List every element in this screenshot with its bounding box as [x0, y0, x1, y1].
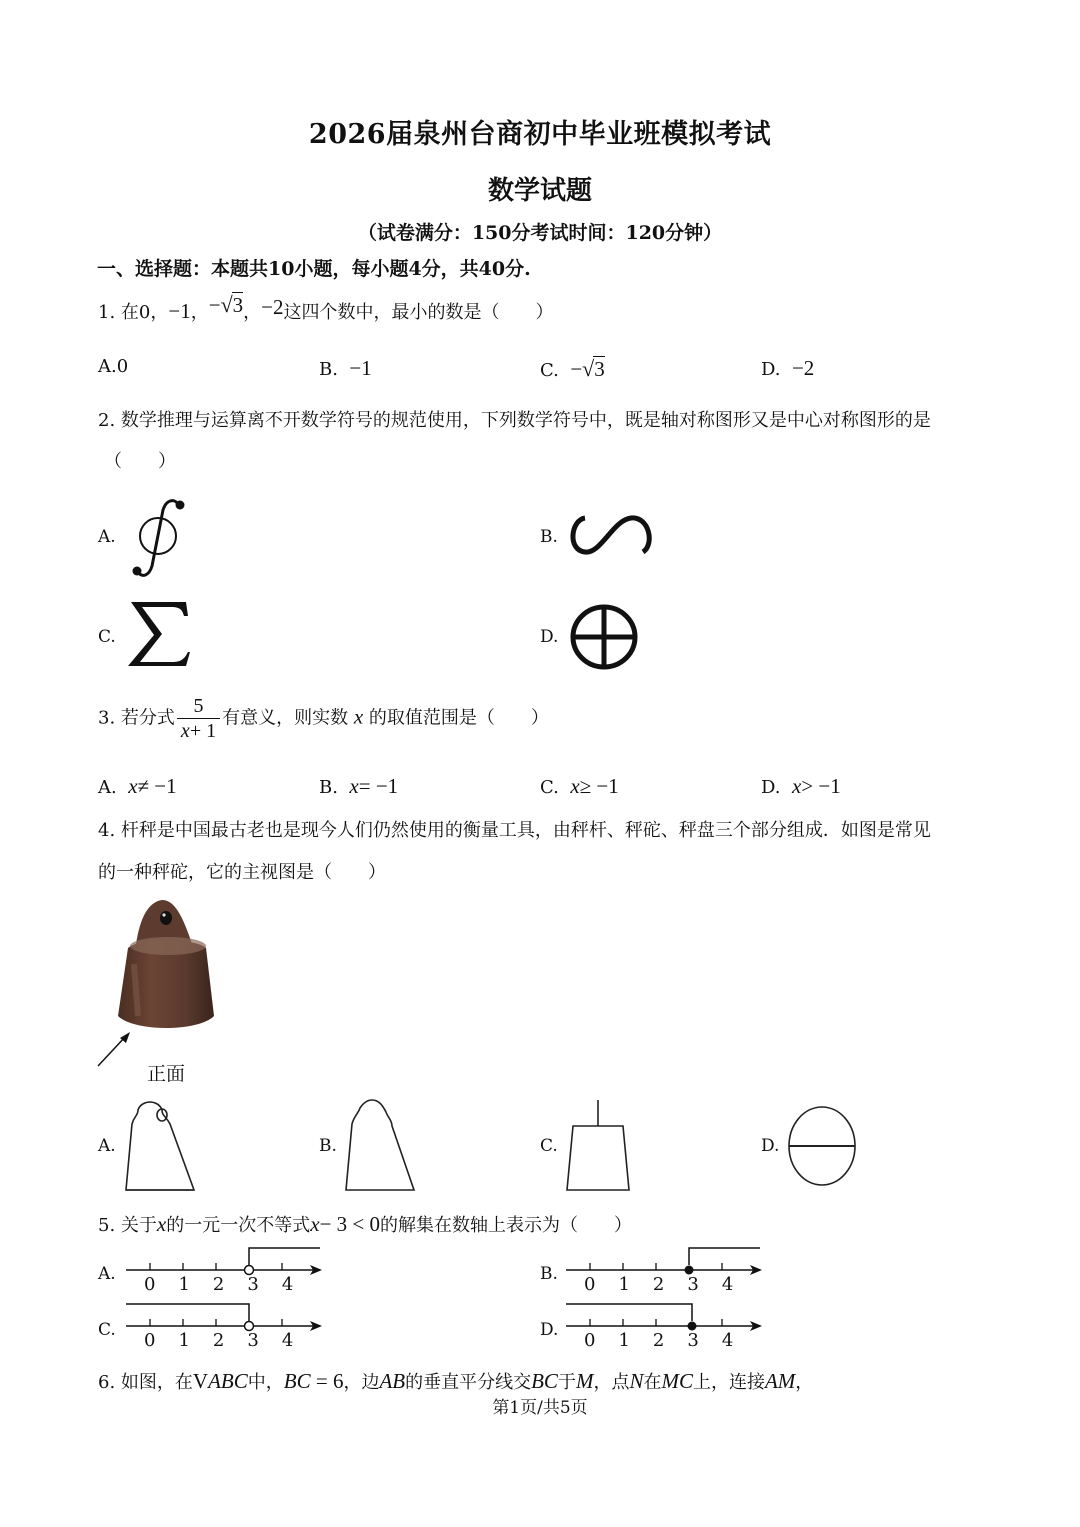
question-1-stem: 1. 在0，−1，−√3，−2这四个数中，最小的数是（ ） [98, 292, 554, 323]
q1-option-a[interactable]: A.0 [98, 356, 129, 377]
number-line-d-ticks: 0 1 2 3 4 [584, 1330, 734, 1351]
question-2-paren: （ ） [104, 451, 176, 472]
number-line-c-ticks: 0 1 2 3 4 [144, 1330, 294, 1351]
bell-with-hole-shape[interactable] [124, 1100, 198, 1192]
exam-title: 2026届泉州台商初中毕业班模拟考试 [308, 119, 772, 150]
q3-option-b[interactable]: B. x= −1 [319, 774, 399, 798]
question-2-stem: 2. 数学推理与运算离不开数学符号的规范使用，下列数学符号中，既是轴对称图形又是中心对称图形的是 [98, 410, 931, 431]
q2-option-c-label[interactable]: C. [98, 627, 116, 647]
q2-option-a-label[interactable]: A. [98, 527, 116, 547]
arrow-icon [96, 1030, 136, 1070]
contour-integral-icon[interactable] [130, 496, 192, 580]
number-line-a-ticks: 0 1 2 3 4 [144, 1274, 294, 1295]
question-5-stem: 5. 关于x的一元一次不等式x− 3 < 0的解集在数轴上表示为（ ） [98, 1212, 633, 1236]
steelyard-weight-photo [118, 898, 216, 1034]
ellipse-with-diameter-shape[interactable] [786, 1105, 858, 1189]
q3-option-d[interactable]: D. x> −1 [761, 774, 841, 798]
exam-subject: 数学试题 [487, 176, 592, 206]
question-4-stem-line2: 的一种秤砣，它的主视图是（ ） [98, 862, 386, 883]
circle-cross-icon[interactable] [570, 603, 640, 671]
q2-option-d-label[interactable]: D. [540, 627, 559, 647]
photo-caption: 正面 [147, 1063, 186, 1085]
q3-option-a[interactable]: A. x≠ −1 [98, 774, 177, 798]
sqrt-term: −√3 [208, 292, 244, 317]
bell-shape[interactable] [344, 1100, 418, 1192]
q5-option-c-label[interactable]: C. [98, 1320, 116, 1340]
question-3-stem: 3. 若分式 $\frac{5}{x+ 1}$ 有意义，则实数 x 的取值范围是（ ） [98, 695, 549, 742]
s-curve-icon[interactable] [569, 514, 653, 558]
q4-option-d-label[interactable]: D. [761, 1136, 780, 1156]
q5-option-a-label[interactable]: A. [98, 1264, 116, 1284]
q5-option-b-label[interactable]: B. [540, 1264, 558, 1284]
q3-option-c[interactable]: C. x≥ −1 [540, 774, 619, 798]
q2-option-b-label[interactable]: B. [540, 527, 558, 547]
page-number: 第1页/共5页 [492, 1398, 588, 1418]
fraction: $\frac{5}{x+ 1}$ [177, 694, 220, 743]
q4-option-c-label[interactable]: C. [540, 1136, 558, 1156]
q4-option-a-label[interactable]: A. [98, 1136, 116, 1156]
q4-option-b-label[interactable]: B. [319, 1136, 337, 1156]
question-4-stem: 4. 杆秤是中国最古老也是现今人们仍然使用的衡量工具，由秤杆、秤砣、秤盘三个部分组成．如图是常见 [98, 820, 931, 841]
trapezoid-with-stem-shape[interactable] [565, 1100, 635, 1192]
q1-option-c[interactable]: C. −√3 [540, 356, 605, 381]
exam-meta: （试卷满分：150分考试时间：120分钟） [357, 222, 723, 244]
section-heading: 一、选择题：本题共10小题，每小题4分，共40分. [97, 258, 531, 280]
number-line-b-ticks: 0 1 2 3 4 [584, 1274, 734, 1295]
q1-option-b[interactable]: B. −1 [319, 356, 372, 380]
q1-option-d[interactable]: D. −2 [761, 356, 815, 380]
question-6-stem: 6. 如图，在VABC中，BC = 6，边AB的垂直平分线交BC于M，点N在MC上，连接AM， [98, 1369, 814, 1393]
sigma-icon[interactable] [128, 600, 192, 670]
q5-option-d-label[interactable]: D. [540, 1320, 559, 1340]
